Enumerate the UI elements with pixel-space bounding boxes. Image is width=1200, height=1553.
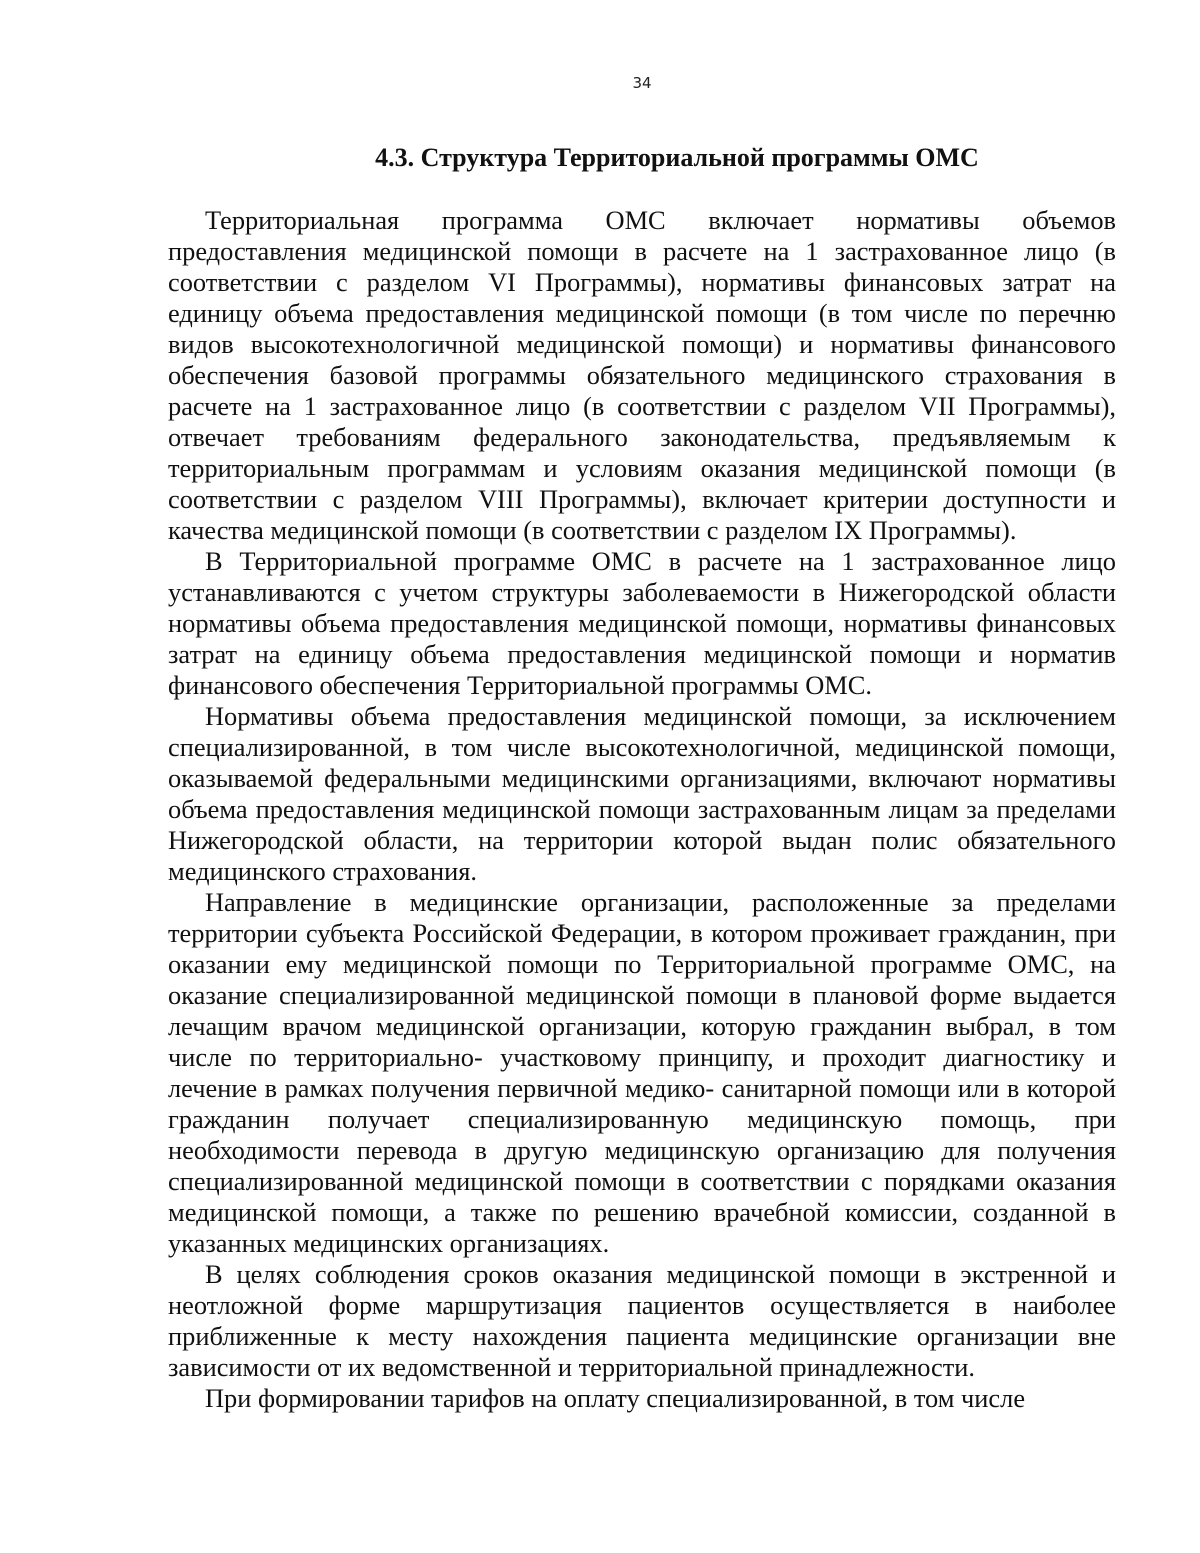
- paragraph: При формировании тарифов на оплату специализированной, в том числе: [205, 1383, 1026, 1413]
- paragraph: Территориальная программа ОМС включает нормативы объемов предоставления медицинской помощи в расчете на 1 застрахованное лицо (в соответствии с разделом VI Программы), нормативы финансовых затрат на единицу объема предоставления медицинской помощи (в том числе по перечню видов высокотехнологичной медицинской помощи) и нормативы финансового обеспечения базовой программы обязательного медицинского страхования в расчете на 1 застрахованное лицо (в соответствии с разделом VII Программы), отвечает требованиям федерального законодательства, предъявляемым к территориальным программам и условиям оказания медицинской помощи (в соответствии с разделом VIII Программы), включает критерии доступности и качества медицинской помощи (в соответствии с разделом IX Программы).: [168, 205, 1116, 545]
- body-text: [168, 205, 1116, 1414]
- paragraph: Нормативы объема предоставления медицинской помощи, за исключением специализированной, в том числе высокотехнологичной, медицинской помощи, оказываемой федеральными медицинскими организациями, включают нормативы объема предоставления медицинской помощи застрахованным лицам за пределами Нижегородской области, на территории которой выдан полис обязательного медицинского страхования.: [168, 701, 1116, 886]
- section-heading: 4.3. Структура Территориальной программы ОМС: [375, 143, 979, 172]
- page-number: 34: [632, 74, 652, 92]
- paragraph: Направление в медицинские организации, расположенные за пределами территории субъекта Российской Федерации, в котором проживает гражданин, при оказании ему медицинской помощи по Территориальной программе ОМС, на оказание специализированной медицинской помощи в плановой форме выдается лечащим врачом медицинской организации, которую гражданин выбрал, в том числе по территориально- участковому принципу, и проходит диагностику и лечение в рамках получения первичной медико- санитарной помощи или в которой гражданин получает специализированную медицинскую помощь, при необходимости перевода в другую медицинскую организацию для получения специализированной медицинской помощи в соответствии с порядками оказания медицинской помощи, а также по решению врачебной комиссии, созданной в указанных медицинских организациях.: [168, 887, 1116, 1258]
- paragraph: В Территориальной программе ОМС в расчете на 1 застрахованное лицо устанавливаются с учетом структуры заболеваемости в Нижегородской области нормативы объема предоставления медицинской помощи, нормативы финансовых затрат на единицу объема предоставления медицинской помощи и норматив финансового обеспечения Территориальной программы ОМС.: [168, 546, 1116, 700]
- paragraph: В целях соблюдения сроков оказания медицинской помощи в экстренной и неотложной форме маршрутизация пациентов осуществляется в наиболее приближенные к месту нахождения пациента медицинские организации вне зависимости от их ведомственной и территориальной принадлежности.: [168, 1259, 1116, 1382]
